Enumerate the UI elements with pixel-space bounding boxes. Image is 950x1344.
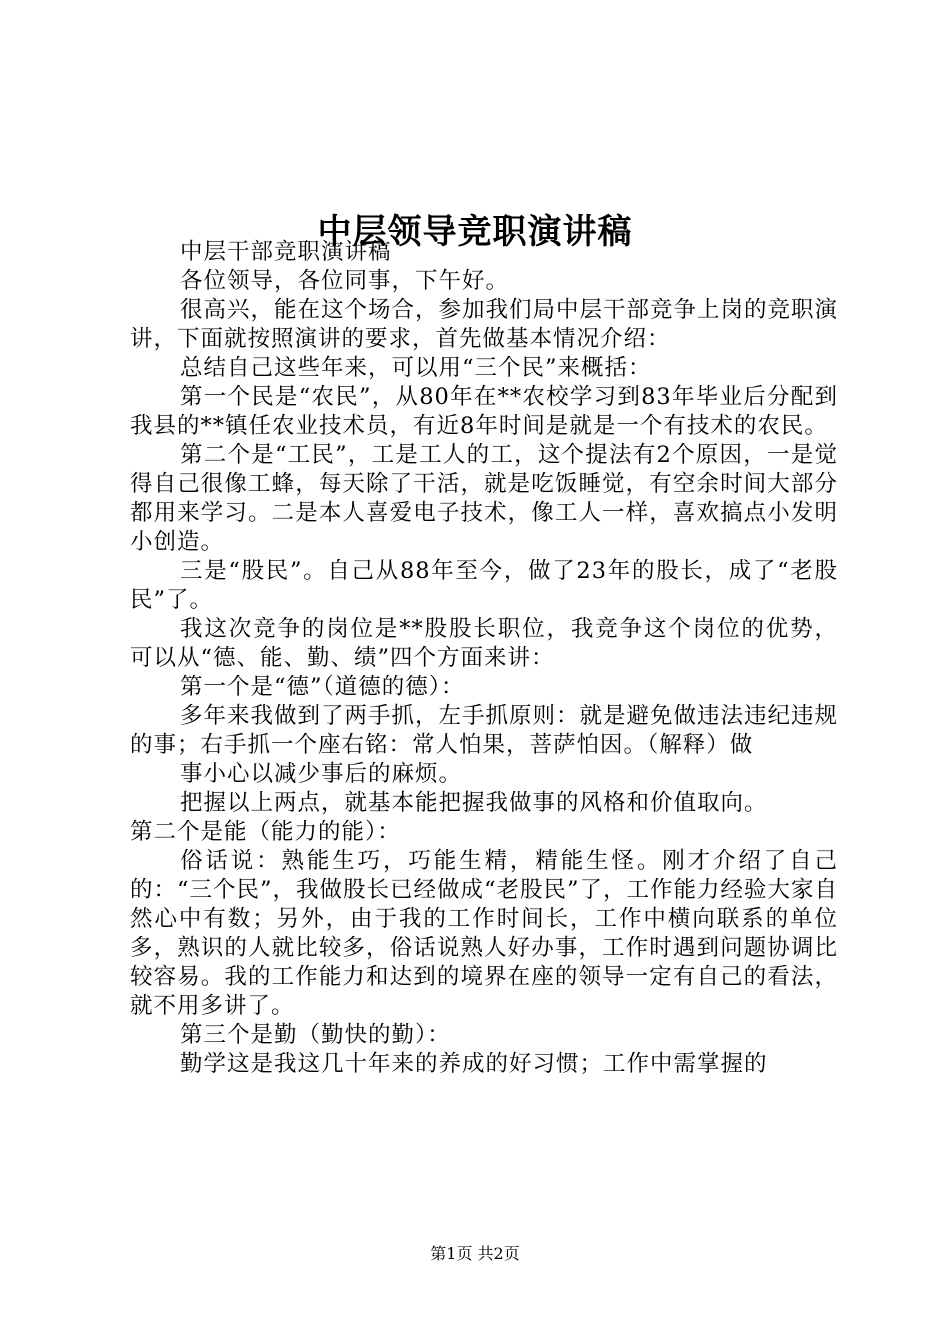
paragraph: 事小心以减少事后的麻烦。 <box>180 761 463 787</box>
paragraph: 中层干部竞职演讲稿 <box>180 239 392 265</box>
page-footer: 第1页 共2页 <box>430 1244 520 1263</box>
paragraph: 第一个是“德”（道德的德）： <box>180 674 465 700</box>
paragraph: 我这次竞争的岗位是**股股长职位，我竞争这个岗位的优势，可以从“德、能、勤、绩”四个方面来讲： <box>130 616 838 671</box>
paragraph: 多年来我做到了两手抓，左手抓原则：就是避免做违法违纪违规的事；右手抓一个座右铭：常人怕果，菩萨怕因。（解释）做 <box>130 703 839 758</box>
document-body <box>130 238 838 1079</box>
paragraph: 把握以上两点，就基本能把握我做事的风格和价值取向。 <box>180 790 768 816</box>
paragraph: 各位领导，各位同事，下午好。 <box>180 268 510 294</box>
paragraph: 第二个是“工民”，工是工人的工，这个提法有2个原因，一是觉得自己很像工蜂，每天除了干活，就是吃饭睡觉，有空余时间大部分都用来学习。二是本人喜爱电子技术，像工人一样，喜欢搞点小发明小创造。 <box>130 442 838 555</box>
paragraph: 第二个是能（能力的能）： <box>130 819 401 845</box>
page-title: 中层领导竞职演讲稿 <box>317 211 633 252</box>
paragraph: 第三个是勤（勤快的勤）： <box>180 1022 451 1048</box>
paragraph: 三是“股民”。自己从88年至今，做了23年的股长，成了“老股民”了。 <box>130 558 838 613</box>
paragraph: 第一个民是“农民”，从80年在**农校学习到83年毕业后分配到我县的**镇任农业技术员，有近8年时间是就是一个有技术的农民。 <box>130 384 838 439</box>
paragraph: 俗话说：熟能生巧，巧能生精，精能生怪。刚才介绍了自己的：“三个民”，我做股长已经做成“老股民”了，工作能力经验大家自然心中有数；另外，由于我的工作时间长，工作中横向联系的单位多，熟识的人就比较多，俗话说熟人好办事，工作时遇到问题协调比较容易。我的工作能力和达到的境界在座的领导一定有自己的看法，就不用多讲了。 <box>130 848 839 1019</box>
paragraph: 很高兴，能在这个场合，参加我们局中层干部竞争上岗的竞职演讲，下面就按照演讲的要求，首先做基本情况介绍： <box>130 297 839 352</box>
paragraph: 总结自己这些年来，可以用“三个民”来概括： <box>180 355 652 381</box>
paragraph: 勤学这是我这几十年来的养成的好习惯；工作中需掌握的 <box>180 1051 768 1077</box>
